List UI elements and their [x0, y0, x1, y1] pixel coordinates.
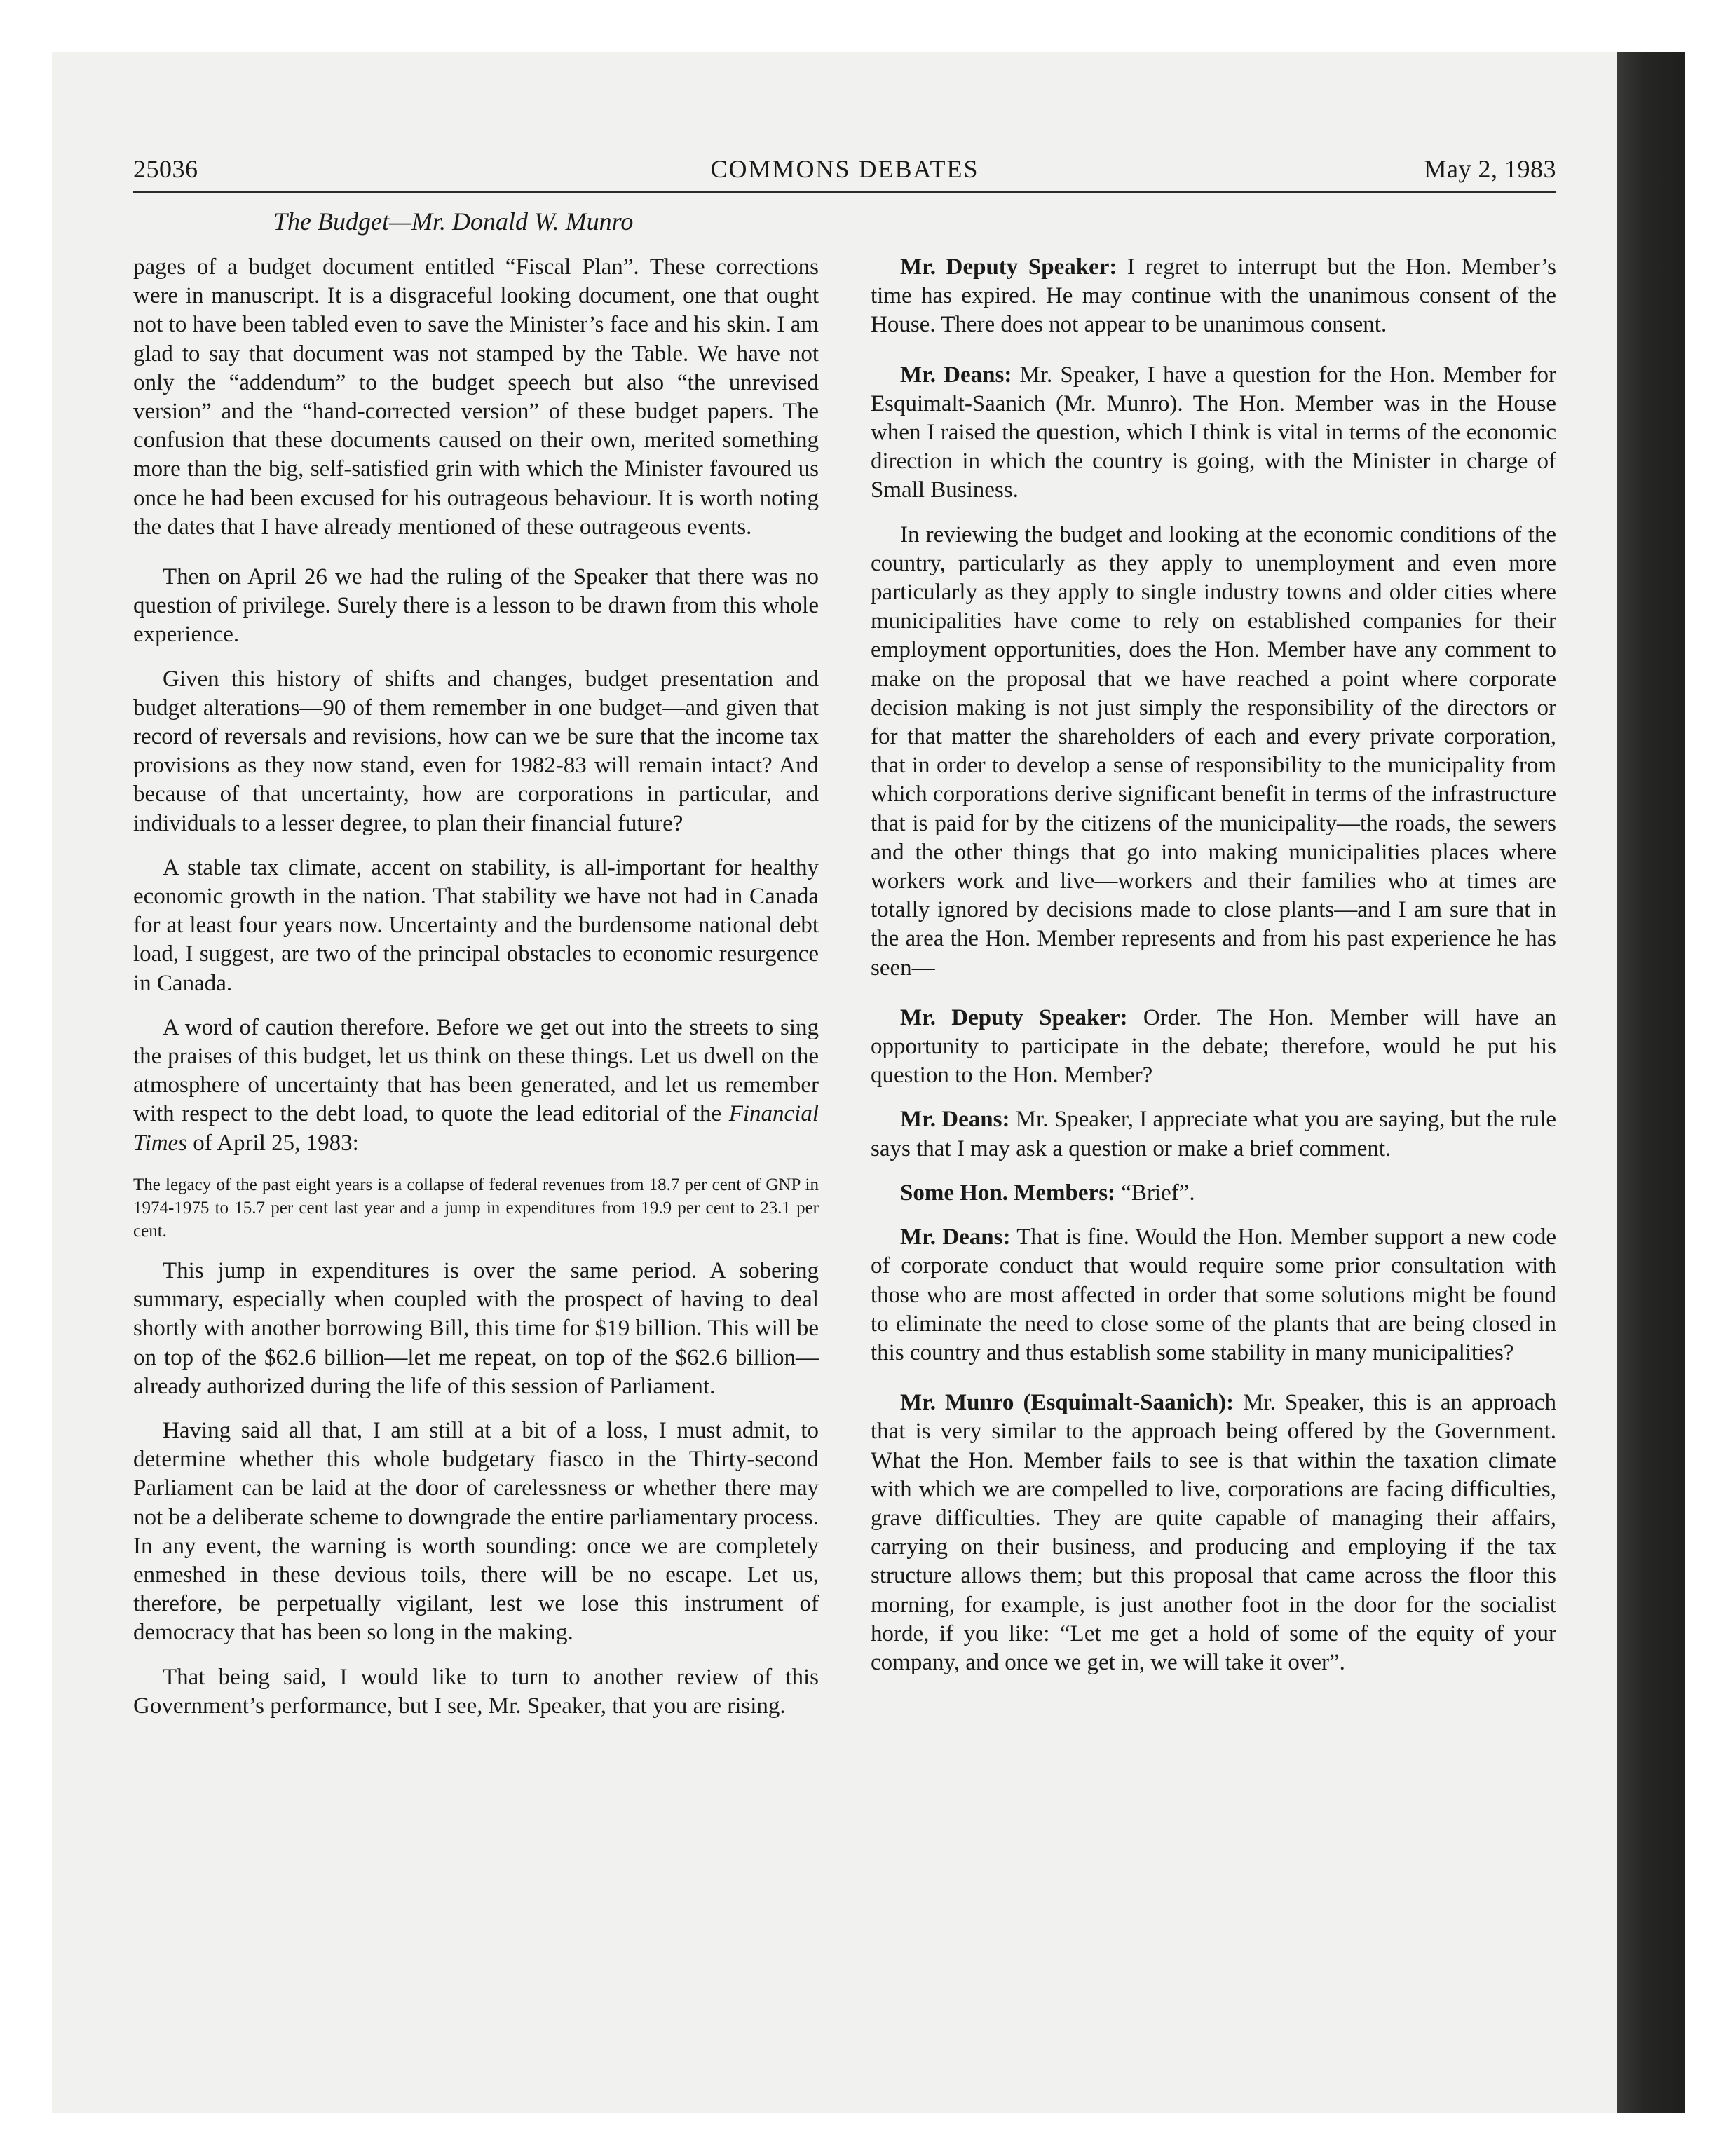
- paragraph-text: of April 25, 1983:: [187, 1130, 359, 1156]
- speech: [871, 361, 1556, 505]
- publication-name: Financial Times: [133, 1101, 819, 1156]
- block-quote: The legacy of the past eight years is a collapse of federal revenues from 18.7 per cent of GNP in 1974-1975 to 15.7 per cent last year and a jump in expenditures from 19.9 per cent to 23.1 per cent.: [133, 1175, 819, 1241]
- two-column-body: [133, 253, 1556, 1736]
- paragraph: A stable tax climate, accent on stability, is all-important for healthy economic growth in the nation. That stability we have not had in Canada for at least four years now. Uncertainty and the burdensome national debt load, I suggest, are two of the principal obstacles to economic resurgence in Canada.: [133, 854, 819, 996]
- speech: [871, 1105, 1556, 1163]
- publication-title: COMMONS DEBATES: [710, 155, 979, 183]
- right-column: [871, 253, 1556, 1736]
- speaker-name: Mr. Deputy Speaker:: [900, 1004, 1128, 1030]
- speaker-name: Mr. Deans:: [900, 1107, 1010, 1133]
- speech-text: Mr. Speaker, this is an approach that is very similar to the approach being offered by the Government. What the Hon. Member fails to see is that within the taxation climate with which we are compelled to live, corporations are facing difficulties, grave difficulties. They are quite capable of managing their affairs, carrying on their business, and producing and employing if the tax structure allows them; but this proposal that came across the floor this morning, for example, is just another foot in the door for the socialist horde, if you like: “Let me get a hold of some of the equity of your company, and once we get in, we will take it over”.: [871, 1390, 1556, 1675]
- paragraph: That being said, I would like to turn to another review of this Government’s performance, but I see, Mr. Speaker, that you are rising.: [133, 1664, 819, 1719]
- paragraph: This jump in expenditures is over the same period. A sobering summary, especially when coupled with the prospect of having to deal shortly with another borrowing Bill, this time for $19 billion. This will be on top of the $62.6 billion—let me repeat, on top of the $62.6 billion—already authorized during the life of this session of Parliament.: [133, 1257, 819, 1399]
- speech-text: Mr. Speaker, I have a question for the Hon. Member for Esquimalt-Saanich (Mr. Munro). The Hon. Member was in the House when I raised the question, which I think is vital in terms of the economic direction in which the country is going, with the Minister in charge of Small Business.: [871, 362, 1556, 503]
- binding-edge-shadow: [1617, 52, 1685, 2113]
- speech: [871, 1223, 1556, 1367]
- page-header: [133, 154, 1556, 189]
- paragraph: In reviewing the budget and looking at the economic conditions of the country, particularly as they apply to unemployment and even more particularly as they apply to single industry towns and older cities where municipalities have come to rely on established companies for their employment opportunities, does the Hon. Member have any comment to make on the proposal that we have reached a point where corporate decision making is not just simply the responsibility of the directors or for that matter the shareholders of each and every private corporation, that in order to develop a sense of responsibility to the municipality from which corporations derive significant benefit in terms of the infrastructure that is paid for by the citizens of the municipality—the roads, the sewers and the other things that go into making municipalities places where workers work and live—workers and their families who at times are totally ignored by decisions made to close plants—and I am sure that in the area the Hon. Member represents and from his past experience he has seen—: [871, 521, 1556, 981]
- speaker-name: Mr. Deputy Speaker:: [900, 254, 1117, 280]
- speech-text: That is fine. Would the Hon. Member support a new code of corporate conduct that would require some prior consultation with those who are most affected in order that some solutions might be found to eliminate the need to close some of the plants that are being closed in this country and thus establish some stability in many municipalities?: [871, 1224, 1556, 1365]
- speech-text: Mr. Speaker, I appreciate what you are saying, but the rule says that I may ask a question or make a brief comment.: [871, 1107, 1556, 1161]
- speech-text: “Brief”.: [1115, 1180, 1195, 1206]
- speech: [871, 253, 1556, 340]
- paragraph-text: A word of caution therefore. Before we get out into the streets to sing the praises of this budget, let us think on these things. Let us dwell on the atmosphere of uncertainty that has been generated, and let us remember with respect to the debt load, to quote the lead editorial of the: [133, 1014, 819, 1127]
- running-title: The Budget—Mr. Donald W. Munro: [273, 207, 634, 236]
- paragraph: [133, 1014, 819, 1158]
- speech-text: I regret to interrupt but the Hon. Member’s time has expired. He may continue with the unanimous consent of the House. There does not appear to be unanimous consent.: [871, 254, 1556, 338]
- paragraph: Given this history of shifts and changes, budget presentation and budget alterations—90 of them remember in one budget—and given that record of reversals and revisions, how can we be sure that the income tax provisions as they now stand, even for 1982-83 will remain intact? And because of that uncertainty, how are corporations in particular, and individuals to a lesser degree, to plan their financial future?: [133, 666, 819, 836]
- document-page: [133, 154, 1556, 1736]
- paragraph: pages of a budget document entitled “Fiscal Plan”. These corrections were in manuscript. It is a disgraceful looking document, one that ought not to have been tabled even to save the Minister’s face and his skin. I am glad to say that document was not stamped by the Table. We have not only the “addendum” to the budget speech but also “the unrevised version” and the “hand-corrected version” of these budget papers. The confusion that these documents caused on their own, merited something more than the big, self-satisfied grin with which the Minister favoured us once he had been excused for his outrageous behaviour. It is worth noting the dates that I have already mentioned of these outrageous events.: [133, 254, 819, 540]
- speaker-name: Some Hon. Members:: [900, 1180, 1116, 1206]
- speaker-name: Mr. Deans:: [900, 362, 1012, 388]
- speaker-name: Mr. Munro (Esquimalt-Saanich):: [900, 1390, 1234, 1416]
- paragraph: Having said all that, I am still at a bit of a loss, I must admit, to determine whether this whole budgetary fiasco in the Thirty-second Parliament can be laid at the door of carelessness or whether there may not be a deliberate scheme to downgrade the entire parliamentary process. In any event, the warning is worth sounding: once we are completely enmeshed in these devious toils, there will be no escape. Let us, therefore, be perpetually vigilant, lest we lose this instrument of democracy that has been so long in the making.: [133, 1417, 819, 1646]
- speech: [871, 1004, 1556, 1091]
- left-column: [133, 253, 819, 1736]
- page-number: 25036: [133, 155, 198, 183]
- speech-text: Order. The Hon. Member will have an opportunity to participate in the debate; therefore, would he put his question to the Hon. Member?: [871, 1004, 1556, 1089]
- speaker-name: Mr. Deans:: [900, 1224, 1011, 1250]
- speech: [871, 1389, 1556, 1677]
- speech: [871, 1179, 1556, 1208]
- header-date: May 2, 1983: [1424, 155, 1556, 183]
- paragraph: Then on April 26 we had the ruling of the Speaker that there was no question of privilege. Surely there is a lesson to be drawn from this whole experience.: [133, 564, 819, 648]
- header-rule: [133, 191, 1556, 193]
